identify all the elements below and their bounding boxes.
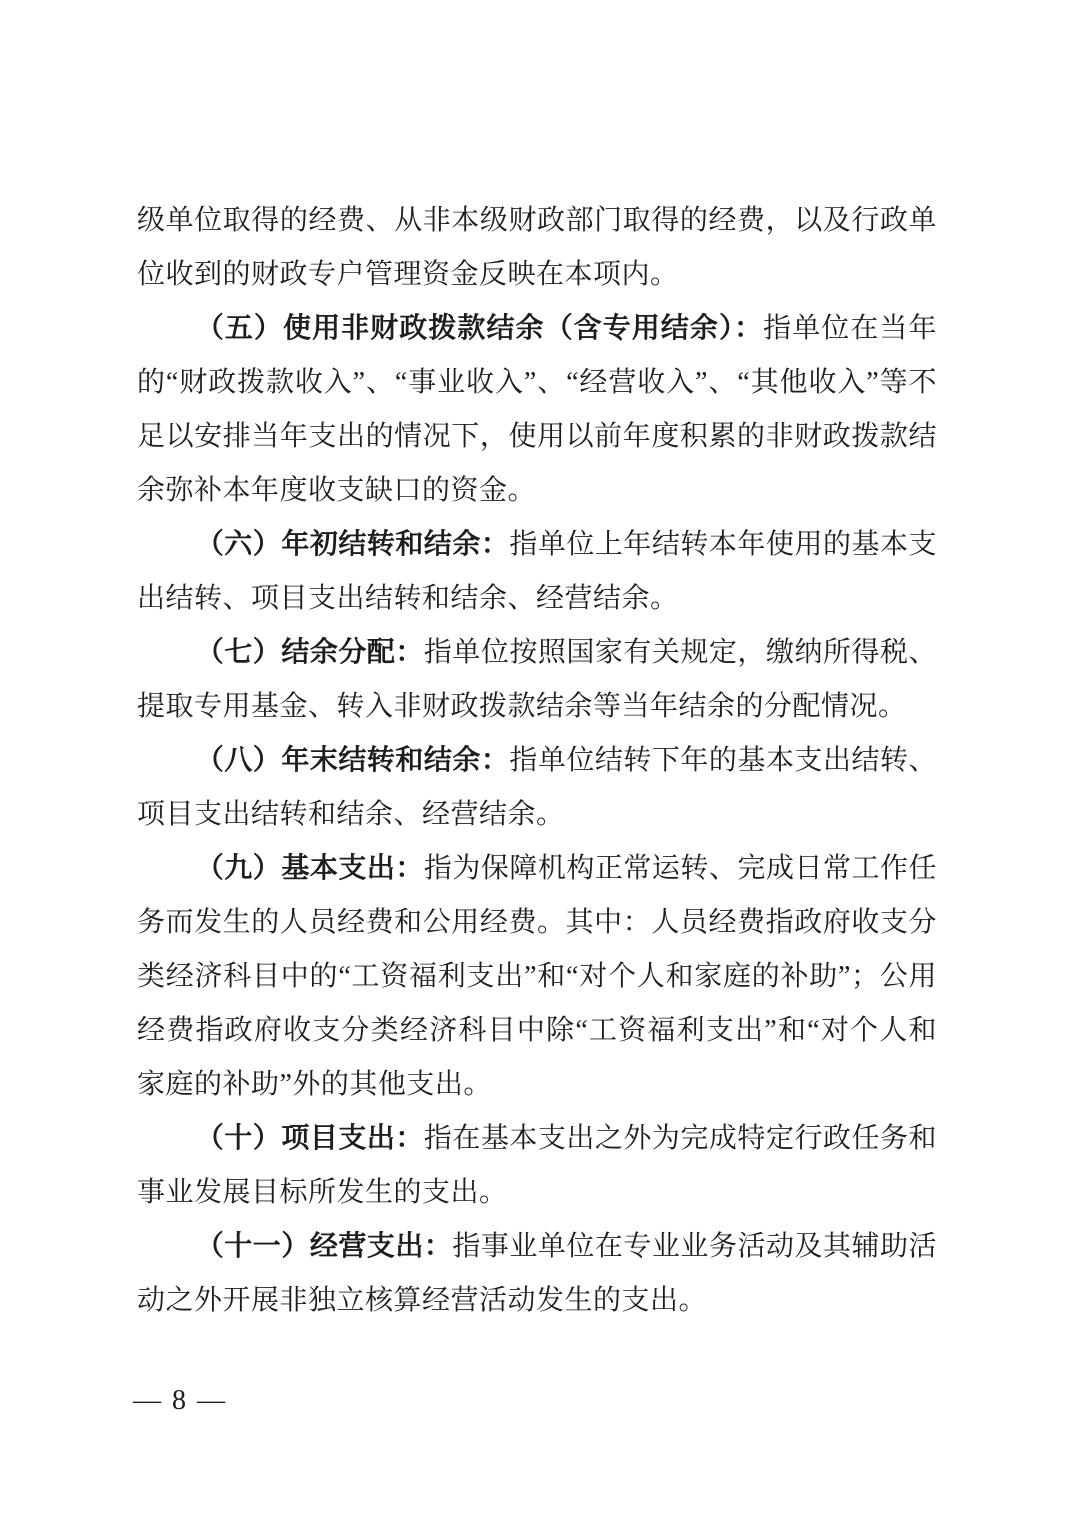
paragraph-body: 指单位按照国家有关规定，缴纳所得税、提取专用基金、转入非财政拨款结余等当年结余的分配情况。 [137, 637, 937, 722]
paragraph-continuation [137, 194, 937, 302]
paragraph-item-10 [137, 1112, 937, 1220]
paragraph-body: 指在基本支出之外为完成特定行政任务和事业发展目标所发生的支出。 [137, 1123, 937, 1208]
paragraph-item-5 [137, 302, 937, 518]
paragraph-item-9 [137, 842, 937, 1112]
paragraph-head: （八）年末结转和结余： [195, 745, 510, 776]
paragraph-item-7 [137, 626, 937, 734]
paragraph-item-11 [137, 1220, 937, 1328]
paragraph-body: 指单位在当年的“财政拨款收入”、“事业收入”、“经营收入”、“其他收入”等不足以安排当年支出的情况下，使用以前年度积累的非财政拨款结余弥补本年度收支缺口的资金。 [137, 313, 937, 506]
paragraph-body: 指为保障机构正常运转、完成日常工作任务而发生的人员经费和公用经费。其中：人员经费指政府收支分类经济科目中的“工资福利支出”和“对个人和家庭的补助”；公用经费指政府收支分类经济科目中除“工资福利支出”和“对个人和家庭的补助”外的其他支出。 [137, 853, 937, 1100]
paragraph-body: 指单位上年结转本年使用的基本支出结转、项目支出结转和结余、经营结余。 [137, 529, 937, 614]
paragraph-head: （五）使用非财政拨款结余（含专用结余）： [195, 313, 764, 344]
paragraph-head: （十）项目支出： [195, 1123, 424, 1154]
paragraph-body: 指事业单位在专业业务活动及其辅助活动之外开展非独立核算经营活动发生的支出。 [137, 1231, 937, 1316]
paragraph-head: （九）基本支出： [195, 853, 424, 884]
document-content [137, 194, 937, 1328]
paragraph-item-6 [137, 518, 937, 626]
paragraph-head: （七）结余分配： [195, 637, 424, 668]
paragraph-head: （十一）经营支出： [195, 1231, 453, 1262]
paragraph-body: 指单位结转下年的基本支出结转、项目支出结转和结余、经营结余。 [137, 745, 937, 830]
paragraph-body: 级单位取得的经费、从非本级财政部门取得的经费，以及行政单位收到的财政专户管理资金反映在本项内。 [137, 205, 937, 290]
page-number: — 8 — [133, 1385, 227, 1416]
paragraph-head: （六）年初结转和结余： [195, 529, 510, 560]
paragraph-item-8 [137, 734, 937, 842]
